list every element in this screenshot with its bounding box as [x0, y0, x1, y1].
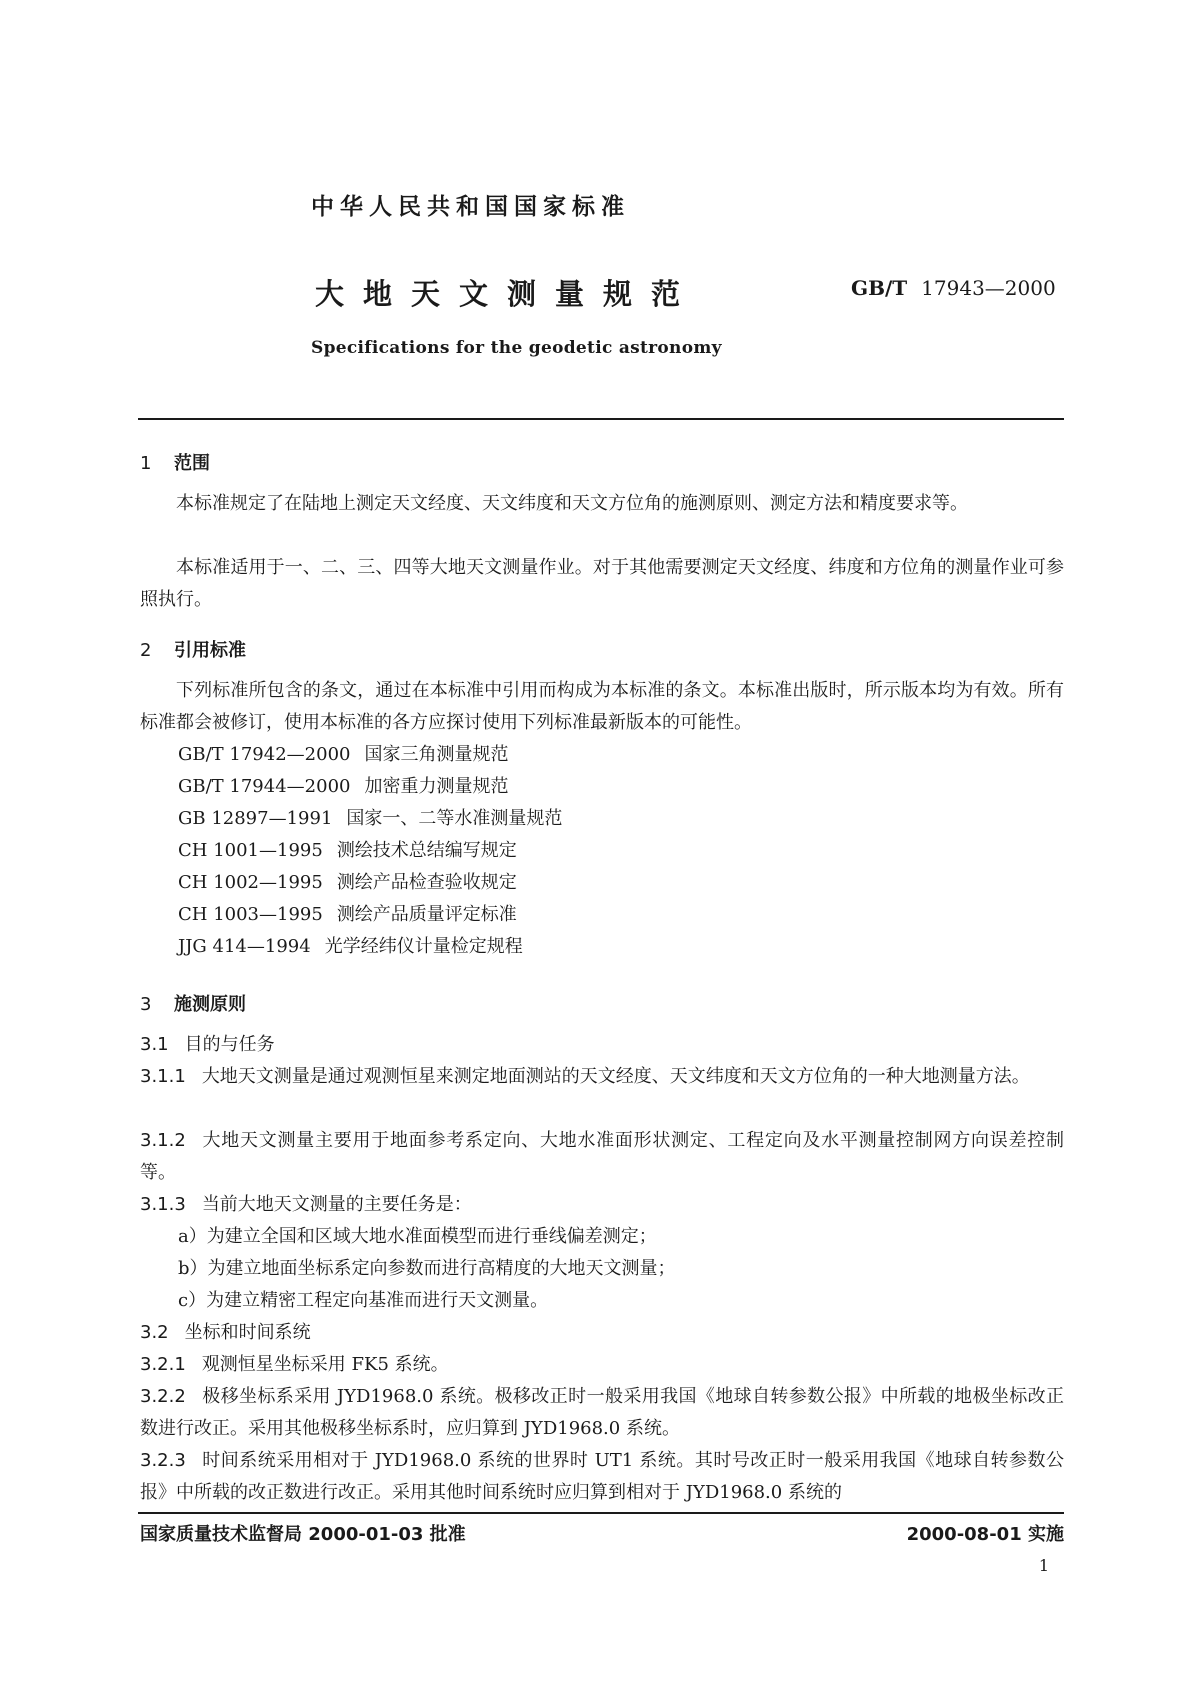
reference-code: CH 1003—1995: [178, 904, 323, 925]
standard-code: 17943—2000: [921, 276, 1056, 300]
task-item-b: b）为建立地面坐标系定向参数而进行高精度的大地天文测量；: [178, 1258, 676, 1279]
clause-number: 3.2.2: [140, 1386, 186, 1407]
section-number: 1: [140, 453, 152, 474]
section-2-intro: 下列标准所包含的条文，通过在本标准中引用而构成为本标准的条文。本标准出版时，所示版本均为有效。所有标准都会被修订，使用本标准的各方应探讨使用下列标准最新版本的可能性。: [140, 680, 1064, 733]
section-title: 引用标准: [174, 640, 246, 661]
reference-code: GB/T 17944—2000: [178, 776, 351, 797]
page-number: 1: [1038, 1556, 1049, 1575]
clause-text: 当前大地天文测量的主要任务是：: [201, 1194, 472, 1215]
approval-statement: 国家质量技术监督局 2000-01-03 批准: [140, 1524, 466, 1545]
clause-number: 3.1: [140, 1034, 169, 1055]
clause-3-2: [140, 1317, 1064, 1349]
reference-title: 加密重力测量规范: [364, 776, 509, 797]
section-2-heading: [140, 636, 246, 662]
reference-title: 光学经纬仪计量检定规程: [324, 936, 523, 957]
clause-text: 大地天文测量是通过观测恒星来测定地面测站的天文经度、天文纬度和天文方位角的一种大地测量方法。: [201, 1066, 1030, 1087]
standard-number: [851, 276, 1056, 300]
clause-text: 极移坐标系采用 JYD1968.0 系统。极移改正时一般采用我国《地球自转参数公报》中所载的地极坐标改正数进行改正。采用其他极移坐标系时，应归算到 JYD1968.0 系统。: [140, 1386, 1064, 1439]
clause-number: 3.2.3: [140, 1450, 186, 1471]
reference-item: [178, 771, 508, 803]
section-title: 范围: [174, 453, 210, 474]
reference-code: GB/T 17942—2000: [178, 744, 351, 765]
clause-3-1-1: [140, 1061, 1064, 1093]
english-subtitle: Specifications for the geodetic astronomy: [311, 338, 722, 358]
clause-number: 3.2.1: [140, 1354, 186, 1375]
reference-title: 国家一、二等水准测量规范: [346, 808, 563, 829]
clause-text: 坐标和时间系统: [184, 1322, 311, 1343]
footer-divider: [138, 1512, 1064, 1514]
clause-3-2-3: [140, 1445, 1064, 1509]
reference-title: 测绘产品质量评定标准: [336, 904, 517, 925]
clause-3-1: [140, 1029, 1064, 1061]
document-title: 大地天文测量规范: [315, 277, 700, 311]
section-1-heading: [140, 449, 210, 475]
reference-code: CH 1002—1995: [178, 872, 323, 893]
task-item-a: a）为建立全国和区域大地水准面模型而进行垂线偏差测定；: [178, 1226, 657, 1247]
national-standard-heading: 中华人民共和国国家标准: [311, 194, 630, 220]
clause-text: 观测恒星坐标采用 FK5 系统。: [201, 1354, 449, 1375]
section-3-heading: [140, 990, 246, 1016]
clause-text: 目的与任务: [184, 1034, 275, 1055]
reference-item: [178, 899, 517, 931]
reference-item: [178, 931, 523, 963]
reference-title: 测绘产品检查验收规定: [336, 872, 517, 893]
clause-number: 3.1.2: [140, 1130, 186, 1151]
task-item-c: c）为建立精密工程定向基准而进行天文测量。: [178, 1290, 549, 1311]
clause-3-1-3: [140, 1189, 1064, 1221]
section-title: 施测原则: [174, 994, 246, 1015]
clause-number: 3.1.3: [140, 1194, 186, 1215]
reference-title: 国家三角测量规范: [364, 744, 509, 765]
reference-item: [178, 739, 508, 771]
clause-3-1-2: [140, 1125, 1064, 1189]
reference-item: [178, 867, 517, 899]
implementation-date: 2000-08-01 实施: [906, 1524, 1064, 1545]
clause-text: 时间系统采用相对于 JYD1968.0 系统的世界时 UT1 系统。其时号改正时一般采用我国《地球自转参数公报》中所载的改正数进行改正。采用其他时间系统时应归算到相对于 JYD1968.0 系统的: [140, 1450, 1064, 1503]
reference-code: GB 12897—1991: [178, 808, 333, 829]
clause-text: 大地天文测量主要用于地面参考系定向、大地水准面形状测定、工程定向及水平测量控制网方向误差控制等。: [140, 1130, 1064, 1183]
header-divider: [138, 418, 1064, 420]
clause-3-2-1: [140, 1349, 1064, 1381]
section-1-paragraph-2: 本标准适用于一、二、三、四等大地天文测量作业。对于其他需要测定天文经度、纬度和方位角的测量作业可参照执行。: [140, 557, 1064, 610]
section-number: 3: [140, 994, 152, 1015]
clause-3-2-2: [140, 1381, 1064, 1445]
clause-number: 3.2: [140, 1322, 169, 1343]
section-1-paragraph-1: 本标准规定了在陆地上测定天文经度、天文纬度和天文方位角的施测原则、测定方法和精度要求等。: [176, 493, 968, 514]
clause-number: 3.1.1: [140, 1066, 186, 1087]
reference-item: [178, 803, 562, 835]
standard-prefix: GB/T: [851, 276, 908, 300]
section-number: 2: [140, 640, 152, 661]
reference-item: [178, 835, 517, 867]
reference-code: JJG 414—1994: [178, 936, 311, 957]
reference-code: CH 1001—1995: [178, 840, 323, 861]
reference-title: 测绘技术总结编写规定: [336, 840, 517, 861]
